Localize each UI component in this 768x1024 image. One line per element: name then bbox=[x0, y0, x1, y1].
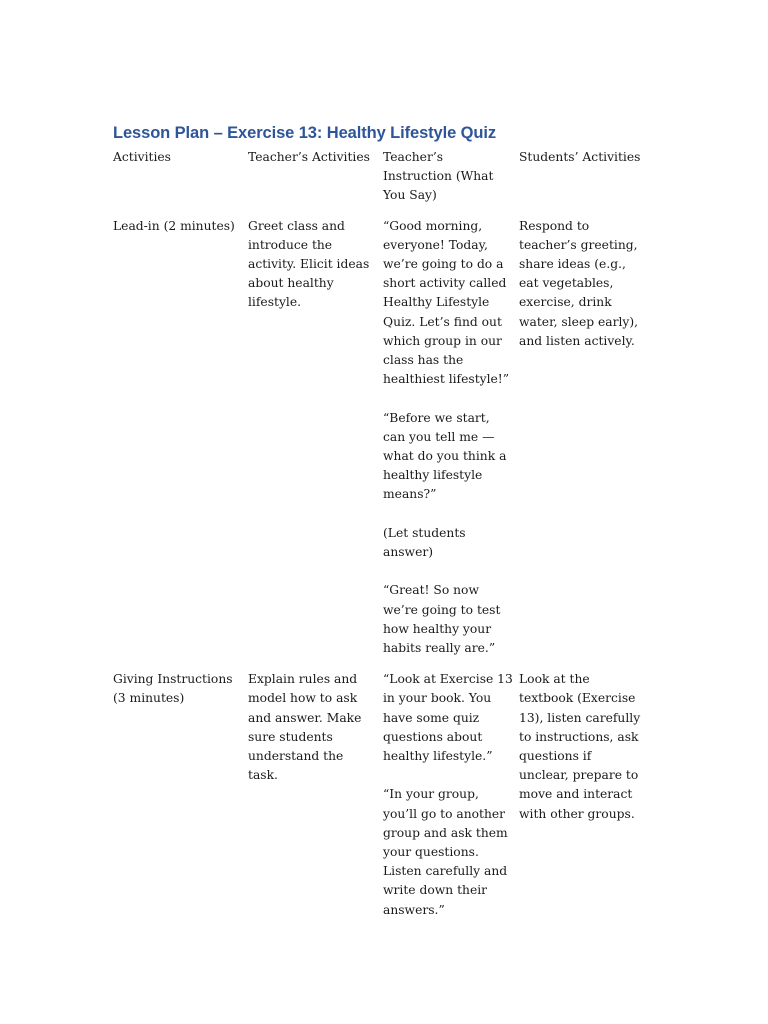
lesson-plan-table bbox=[113, 148, 649, 932]
column-header-teachers-activities: Teacher’s Activities bbox=[248, 150, 370, 164]
column-header-activities: Activities bbox=[113, 150, 171, 164]
instruction-paragraph: “In your group, you’ll go to another group and ask them your questions. Listen carefully and write down their answers.” bbox=[383, 787, 508, 917]
document-title: Lesson Plan – Exercise 13: Healthy Lifestyle Quiz bbox=[113, 124, 497, 142]
cell-teacher-instruction bbox=[383, 670, 519, 932]
cell-activity: Lead-in (2 minutes) bbox=[113, 218, 235, 233]
table-header-row bbox=[113, 148, 649, 217]
instruction-paragraph: “Before we start, can you tell me — what do you think a healthy lifestyle means?” bbox=[383, 410, 507, 502]
cell-activity: Giving Instructions (3 minutes) bbox=[113, 672, 233, 706]
instruction-paragraph: “Look at Exercise 13 in your book. You have some quiz questions about healthy lifestyle.” bbox=[383, 672, 513, 764]
instruction-paragraph: “Good morning, everyone! Today, we’re going to do a short activity called Healthy Lifestyle Quiz. Let’s find out which group in our class has the healthiest lifestyle!” bbox=[383, 218, 510, 387]
cell-teacher-instruction bbox=[383, 217, 519, 671]
instruction-paragraph: “Great! So now we’re going to test how healthy your habits really are.” bbox=[383, 583, 501, 656]
table-row bbox=[113, 217, 649, 671]
column-header-teachers-instruction: Teacher’s Instruction (What You Say) bbox=[383, 150, 494, 203]
column-header-students-activities: Students’ Activities bbox=[519, 150, 641, 164]
cell-teacher-activities: Explain rules and model how to ask and answer. Make sure students understand the task. bbox=[248, 672, 362, 783]
table-row bbox=[113, 670, 649, 932]
cell-teacher-activities: Greet class and introduce the activity. Elicit ideas about healthy lifestyle. bbox=[248, 218, 370, 310]
instruction-paragraph: (Let students answer) bbox=[383, 525, 466, 560]
cell-students-activities: Look at the textbook (Exercise 13), listen carefully to instructions, ask questions if unclear, prepare to move and interact with other groups. bbox=[519, 672, 641, 821]
cell-students-activities: Respond to teacher’s greeting, share ideas (e.g., eat vegetables, exercise, drink water, sleep early), and listen actively. bbox=[519, 218, 639, 348]
